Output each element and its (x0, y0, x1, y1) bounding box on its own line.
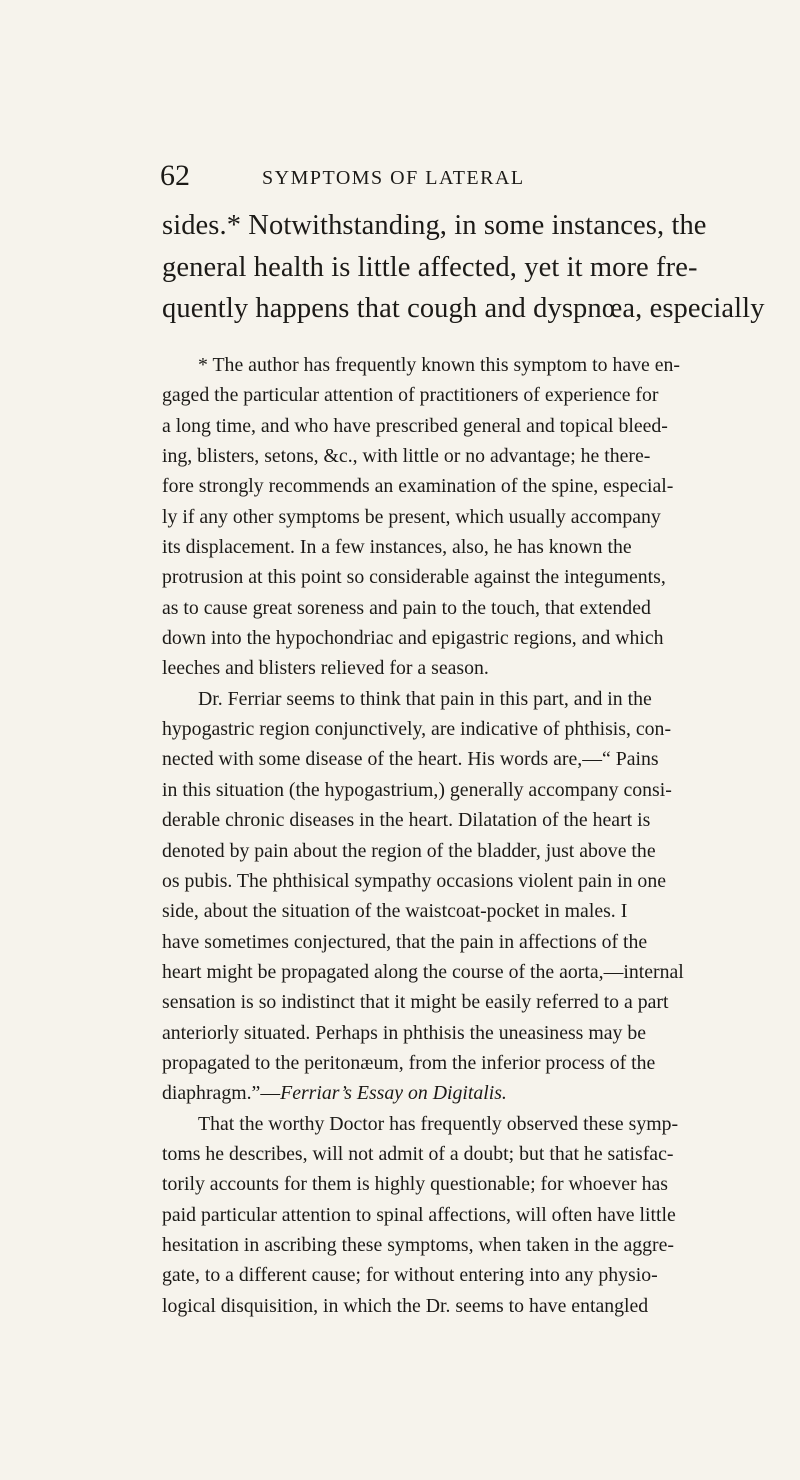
footnote-line: propagated to the peritonæum, from the inferior process of the (162, 1051, 656, 1074)
footnote-line: fore strongly recommends an examination of the spine, especial- (162, 475, 674, 498)
citation: Ferriar’s Essay on Digitalis. (280, 1082, 507, 1105)
footnote-line: down into the hypochondriac and epigastric regions, and which (162, 627, 664, 650)
footnote-line: toms he describes, will not admit of a doubt; but that he satisfac- (162, 1142, 674, 1165)
page-number: 62 (160, 159, 190, 192)
footnote-line: Dr. Ferriar seems to think that pain in this part, and in the (198, 687, 652, 710)
main-text-line: general health is little affected, yet it more fre- (162, 251, 698, 283)
footnote-line: paid particular attention to spinal affections, will often have little (162, 1203, 676, 1226)
footnote-line: That the worthy Doctor has frequently observed these symp- (198, 1112, 679, 1135)
footnote-line: * The author has frequently known this symptom to have en- (198, 354, 680, 376)
page-header (160, 158, 780, 198)
footnote-line: ly if any other symptoms be present, which usually accompany (162, 505, 661, 528)
footnote-line (162, 1078, 782, 1108)
footnote-line: sensation is so indistinct that it might be easily referred to a part (162, 991, 669, 1014)
main-text (162, 205, 782, 330)
footnote-line: have sometimes conjectured, that the pain in affections of the (162, 930, 648, 953)
quote-end: diaphragm.”— (162, 1082, 281, 1105)
footnote-line: its displacement. In a few instances, also, he has known the (162, 536, 632, 559)
footnote-line: hypogastric region conjunctively, are indicative of phthisis, con- (162, 718, 672, 741)
footnote-line: side, about the situation of the waistcoat-pocket in males. I (162, 900, 628, 923)
footnote-line: ing, blisters, setons, &c., with little or no advantage; he there- (162, 445, 651, 468)
footnote-line: os pubis. The phthisical sympathy occasions violent pain in one (162, 869, 666, 892)
footnote-line: nected with some disease of the heart. His words are,—“ Pains (162, 748, 659, 771)
footnote-line: as to cause great soreness and pain to the touch, that extended (162, 596, 651, 619)
footnote-line: heart might be propagated along the course of the aorta,—internal (162, 960, 684, 983)
footnote-line: torily accounts for them is highly questionable; for whoever has (162, 1173, 668, 1196)
footnote-line: derable chronic diseases in the heart. Dilatation of the heart is (162, 809, 651, 832)
footnote-line: gate, to a different cause; for without entering into any physio- (162, 1264, 658, 1287)
footnote-line: in this situation (the hypogastrium,) generally accompany consi- (162, 778, 672, 801)
footnote-line: gaged the particular attention of practitioners of experience for (162, 384, 659, 407)
running-head: SYMPTOMS OF LATERAL (262, 167, 525, 189)
footnote-line: hesitation in ascribing these symptoms, when taken in the aggre- (162, 1233, 674, 1256)
footnote-line: a long time, and who have prescribed general and topical bleed- (162, 414, 668, 437)
footnote-line: protrusion at this point so considerable against the integuments, (162, 566, 666, 589)
footnote (162, 350, 782, 1321)
footnote-line: leeches and blisters relieved for a season. (162, 657, 489, 680)
footnote-line: anteriorly situated. Perhaps in phthisis the uneasiness may be (162, 1021, 646, 1044)
footnote-line: denoted by pain about the region of the bladder, just above the (162, 839, 656, 862)
main-text-line: sides.* Notwithstanding, in some instances, the (162, 210, 707, 241)
footnote-line: logical disquisition, in which the Dr. seems to have entangled (162, 1294, 649, 1317)
main-text-line: quently happens that cough and dyspnœa, especially (162, 293, 765, 324)
